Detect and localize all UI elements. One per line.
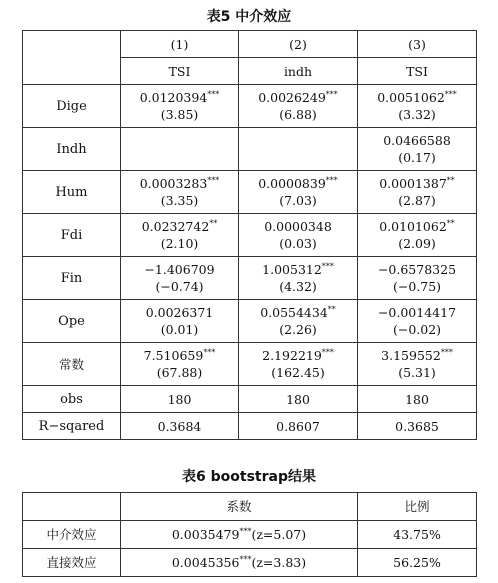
column-number: (1): [121, 31, 239, 58]
obs-value: 180: [239, 386, 358, 413]
t-statistic: (2.26): [279, 322, 317, 337]
coefficient: 0.0001387: [379, 176, 447, 191]
coef-line: [239, 261, 357, 278]
coef-cell: [358, 343, 477, 386]
row-label: Fdi: [23, 214, 121, 257]
coef-cell: [239, 85, 358, 128]
ratio-value: 43.75%: [358, 521, 477, 549]
coefficient: 0.0101062: [379, 219, 447, 234]
coef-line: [239, 175, 357, 192]
t-statistic: (6.88): [279, 107, 317, 122]
table-row: [23, 300, 477, 343]
coef-line: [239, 218, 357, 235]
column-variable: TSI: [358, 58, 477, 85]
coef-cell: [239, 171, 358, 214]
coefficient: 0.0026249: [258, 90, 326, 105]
coef-line: [121, 304, 238, 321]
coefficient: −1.406709: [144, 262, 215, 277]
table6-caption: 表6 bootstrap结果: [182, 469, 316, 485]
coef-cell: [121, 128, 239, 171]
t-statistic: (67.88): [156, 365, 203, 380]
coef-cell: [121, 85, 239, 128]
r2-row: [23, 413, 477, 440]
obs-row: [23, 386, 477, 413]
column-number: (2): [239, 31, 358, 58]
coefficient: 0.0120394: [139, 90, 208, 105]
row-label: R−sqared: [23, 413, 121, 440]
coef-cell: [121, 257, 239, 300]
coef-cell: [358, 214, 477, 257]
t-statistic: (5.31): [398, 365, 436, 380]
coef-cell: [239, 300, 358, 343]
significance-stars: ***: [207, 90, 220, 99]
z-statistic: (z=3.83): [251, 555, 307, 570]
row-label: Ope: [23, 300, 121, 343]
significance-stars: ***: [207, 176, 220, 185]
coefficient: −0.6578325: [377, 262, 457, 277]
t-statistic: (0.17): [398, 150, 436, 165]
t-statistic: (−0.02): [392, 322, 442, 337]
significance-stars: ***: [444, 90, 457, 99]
coefficient: 0.0232742: [141, 219, 210, 234]
significance-stars: ***: [239, 555, 252, 564]
table-row: [23, 521, 477, 549]
coef-line: [358, 218, 476, 235]
obs-value: 180: [121, 386, 239, 413]
row-label: 直接效应: [23, 549, 121, 577]
coef-line: [239, 89, 357, 106]
r2-value: 0.3685: [358, 413, 477, 440]
z-statistic: (z=5.07): [251, 527, 307, 542]
header-row: [23, 493, 477, 521]
coef-cell: [358, 300, 477, 343]
coef-cell: [358, 128, 477, 171]
row-label: Fin: [23, 257, 121, 300]
significance-stars: ***: [440, 348, 453, 357]
row-label: Indh: [23, 128, 121, 171]
significance-stars: **: [446, 176, 455, 185]
row-label: Dige: [23, 85, 121, 128]
coefficient: 0.0045356: [171, 555, 240, 570]
row-label: obs: [23, 386, 121, 413]
table-row: [23, 128, 477, 171]
t-statistic: (162.45): [271, 365, 325, 380]
t-statistic: (3.35): [160, 193, 199, 208]
coefficient: 2.192219: [262, 348, 322, 363]
coef-cell: [121, 171, 239, 214]
t-statistic: (4.32): [279, 279, 317, 294]
t-statistic: (−0.74): [155, 279, 204, 294]
coefficient: 1.005312: [262, 262, 322, 277]
coef-line: [239, 347, 357, 364]
significance-stars: ***: [325, 176, 338, 185]
significance-stars: **: [209, 219, 218, 228]
r2-value: 0.8607: [239, 413, 358, 440]
coef-line: [358, 132, 476, 149]
row-label: 常数: [23, 343, 121, 386]
t-statistic: (3.32): [398, 107, 436, 122]
significance-stars: ***: [321, 348, 334, 357]
significance-stars: ***: [239, 527, 252, 536]
r2-value: 0.3684: [121, 413, 239, 440]
coefficient: 0.0554434: [260, 305, 328, 320]
t-statistic: (0.03): [279, 236, 317, 251]
coef-cell: [239, 128, 358, 171]
column-header: 比例: [358, 493, 477, 521]
t-statistic: (2.10): [160, 236, 199, 251]
table-row: [23, 343, 477, 386]
row-label: Hum: [23, 171, 121, 214]
coef-cell: [121, 521, 358, 549]
coef-cell: [239, 343, 358, 386]
table-row: [23, 85, 477, 128]
coef-line: [121, 347, 238, 364]
significance-stars: **: [327, 305, 336, 314]
coef-cell: [239, 257, 358, 300]
table5-caption: 表5 中介效应: [206, 9, 292, 25]
coef-line: [121, 218, 238, 235]
coef-cell: [358, 257, 477, 300]
coefficient: 0.0051062: [377, 90, 445, 105]
coefficient: 3.159552: [381, 348, 441, 363]
t-statistic: (7.03): [279, 193, 317, 208]
table-row: [23, 257, 477, 300]
coef-cell: [121, 214, 239, 257]
t-statistic: (2.87): [398, 193, 436, 208]
significance-stars: **: [446, 219, 455, 228]
coef-line: [358, 261, 476, 278]
coefficient: 0.0035479: [171, 527, 240, 542]
column-header: 系数: [121, 493, 358, 521]
coef-line: [358, 175, 476, 192]
significance-stars: ***: [203, 348, 216, 357]
ratio-value: 56.25%: [358, 549, 477, 577]
coefficient: 0.0000839: [258, 176, 326, 191]
t-statistic: (−0.75): [392, 279, 442, 294]
column-variable: indh: [239, 58, 358, 85]
coef-line: [358, 89, 476, 106]
coef-line: [358, 304, 476, 321]
coefficient: 0.0003283: [139, 176, 208, 191]
bootstrap-result-table: [22, 492, 477, 577]
coef-cell: [358, 85, 477, 128]
coefficient: −0.0014417: [377, 305, 457, 320]
obs-value: 180: [358, 386, 477, 413]
coef-line: [358, 347, 476, 364]
significance-stars: ***: [321, 262, 334, 271]
coefficient: 0.0000348: [264, 219, 332, 234]
coef-line: [121, 175, 238, 192]
coef-line: [121, 89, 238, 106]
t-statistic: (0.01): [160, 322, 199, 337]
column-header: [23, 493, 121, 521]
column-number: (3): [358, 31, 477, 58]
row-label: 中介效应: [23, 521, 121, 549]
header-row-numbers: [23, 31, 477, 58]
t-statistic: (3.85): [160, 107, 199, 122]
table-row: [23, 214, 477, 257]
coef-cell: [121, 343, 239, 386]
coef-cell: [358, 171, 477, 214]
coefficient: 0.0466588: [383, 133, 451, 148]
coef-cell: [239, 214, 358, 257]
mediation-effect-table: [22, 30, 477, 440]
table-row: [23, 171, 477, 214]
table-row: [23, 549, 477, 577]
coef-cell: [121, 549, 358, 577]
header-corner: [23, 31, 121, 85]
t-statistic: (2.09): [398, 236, 436, 251]
coef-line: [239, 304, 357, 321]
coef-line: [121, 261, 238, 278]
coef-cell: [121, 300, 239, 343]
significance-stars: ***: [325, 90, 338, 99]
coefficient: 7.510659: [143, 348, 204, 363]
coefficient: 0.0026371: [145, 305, 214, 320]
column-variable: TSI: [121, 58, 239, 85]
